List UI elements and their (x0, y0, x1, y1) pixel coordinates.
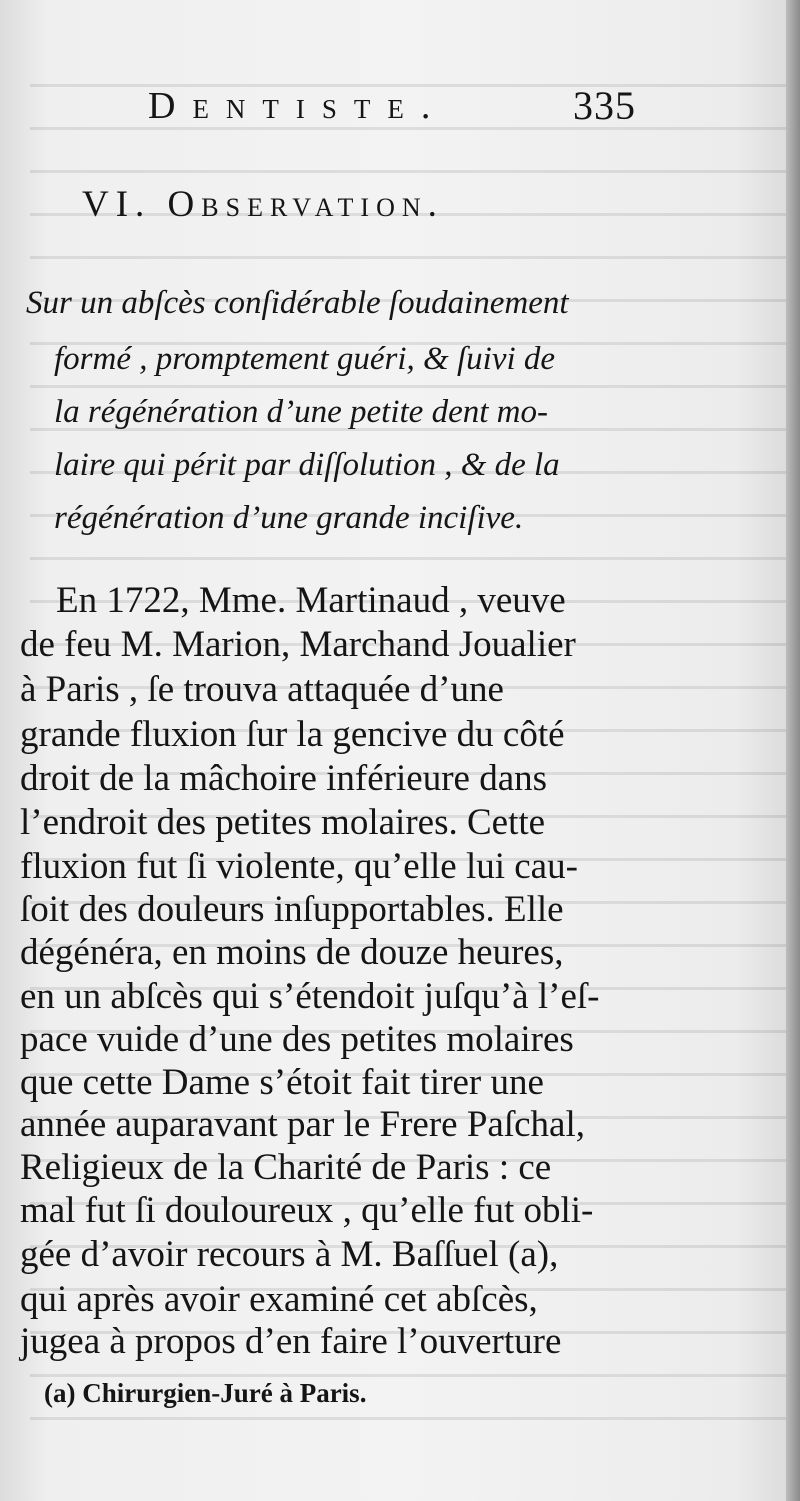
body-line: de feu M. Marion, Marchand Joualier (20, 624, 576, 665)
body-line: que cette Dame s’étoit fait tirer une (20, 1062, 544, 1103)
body-line: grande fluxion ſur la gencive du côté (20, 714, 565, 755)
observation-heading: VI. Observation. (82, 184, 444, 225)
body-line: gée d’avoir recours à M. Baſſuel (a), (20, 1234, 559, 1275)
running-title: Dentiste. (148, 85, 448, 127)
body-line: à Paris , ſe trouva attaquée d’une (20, 669, 504, 710)
body-line: fluxion fut ſi violente, qu’elle lui cau- (20, 846, 578, 887)
body-line: l’endroit des petites molaires. Cette (20, 802, 546, 843)
body-line: Religieux de la Charité de Paris : ce (20, 1147, 552, 1188)
body-line: année auparavant par le Frere Paſchal, (20, 1104, 585, 1145)
subtitle-line: la régénération d’une petite dent mo- (54, 394, 548, 430)
footnote: (a) Chirurgien-Juré à Paris. (44, 1378, 367, 1408)
body-line: pace vuide d’une des petites molaires (20, 1019, 574, 1060)
body-line: En 1722, Mme. Martinaud , veuve (56, 580, 566, 621)
body-line: dégénéra, en moins de douze heures, (20, 932, 564, 973)
subtitle-line: Sur un abſcès conſidérable ſoudainement (26, 285, 569, 321)
body-line: droit de la mâchoire inférieure dans (20, 758, 548, 799)
subtitle-line: régénération d’une grande inciſive. (54, 500, 524, 536)
body-line: mal fut ſi douloureux , qu’elle fut obli- (20, 1190, 594, 1231)
page-number: 335 (573, 83, 636, 128)
body-line: ſoit des douleurs inſupportables. Elle (20, 889, 564, 930)
body-line: qui après avoir examiné cet abſcès, (20, 1279, 538, 1320)
body-line: en un abſcès qui s’étendoit juſqu’à l’eſ- (20, 976, 600, 1017)
body-line: jugea à propos d’en faire l’ouverture (20, 1321, 562, 1362)
subtitle-line: formé , promptement guéri, & ſuivi de (54, 341, 556, 377)
subtitle-line: laire qui périt par diſſolution , & de la (54, 447, 560, 483)
